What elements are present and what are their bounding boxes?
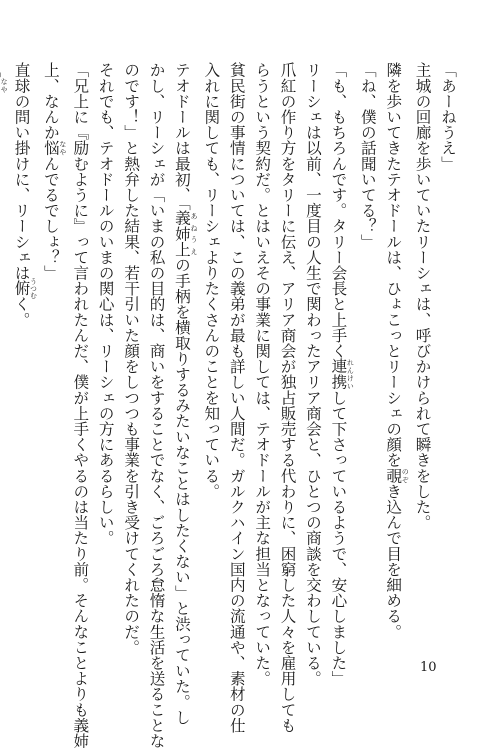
text-line: かし、リーシェが「いまの私の目的は、商いをすることでなく、ごろごろ怠惰な生活を送ることな (147, 62, 166, 748)
text-line: 隣を歩いてきたテオドールは、ひょこっとリーシェの顔を覗 のぞき込んで目を細める。 (384, 62, 410, 640)
text-line: のです！」と熱弁した結果、若干引いた顔をしつつも事業を引き受けてくれたのだ。 (122, 62, 141, 655)
text-line: テオドールは最初、「義姉上 あねうえの手柄を横取りするみたいなことはしたくない」と渋っていた。し (172, 62, 198, 726)
text-line: 爪紅の作り方をタリーに伝え、アリア商会が独占販売する代わりに、困窮した人々を雇用しても (278, 62, 297, 733)
text-line: それでも、テオドールのいまの関心は、リーシェの方にあるらしい。 (96, 62, 115, 546)
text-line: 「も、もちろんです。タリー会長と上手く連携 れんけいして下さっているようで、安心しました」 (329, 62, 355, 687)
text-line: 「ね、僕の話聞いてる？」 (358, 62, 377, 250)
text-line: 「兄上に『励むように』って言われたんだ、僕が上手くやるのは当たり前。そんなことよりも義姉 (71, 62, 90, 748)
text-line: 入れに関しても、リーシェよりたくさんのことを知っている。 (202, 62, 221, 499)
text-line: 主城の回廊を歩いていたリーシェは、呼びかけられて瞬きをした。 (413, 62, 432, 530)
text-line: らうという契約だ。とはいえその事業に関しては、テオドールが主な担当となっていた。 (253, 62, 272, 686)
text-line: 上、なんか悩 なやんでるでしょ？」 (41, 62, 67, 281)
text-line: 直球の問い掛けに、リーシェは俯 うつむく。 (12, 62, 38, 328)
page-number: 10 (420, 660, 437, 675)
text-line: リーシェは以前、一度目の人生で関わったアリア商会と、ひとつの商談を交わしている。 (303, 62, 322, 686)
text-line: なや (0, 77, 9, 94)
text-line: 「あーねうえ」 (439, 62, 457, 172)
text-line: 貧民街の事情については、この義弟が最も詳しい人間だ。ガルクハイン国内の流通や、素材の仕 (227, 62, 246, 733)
